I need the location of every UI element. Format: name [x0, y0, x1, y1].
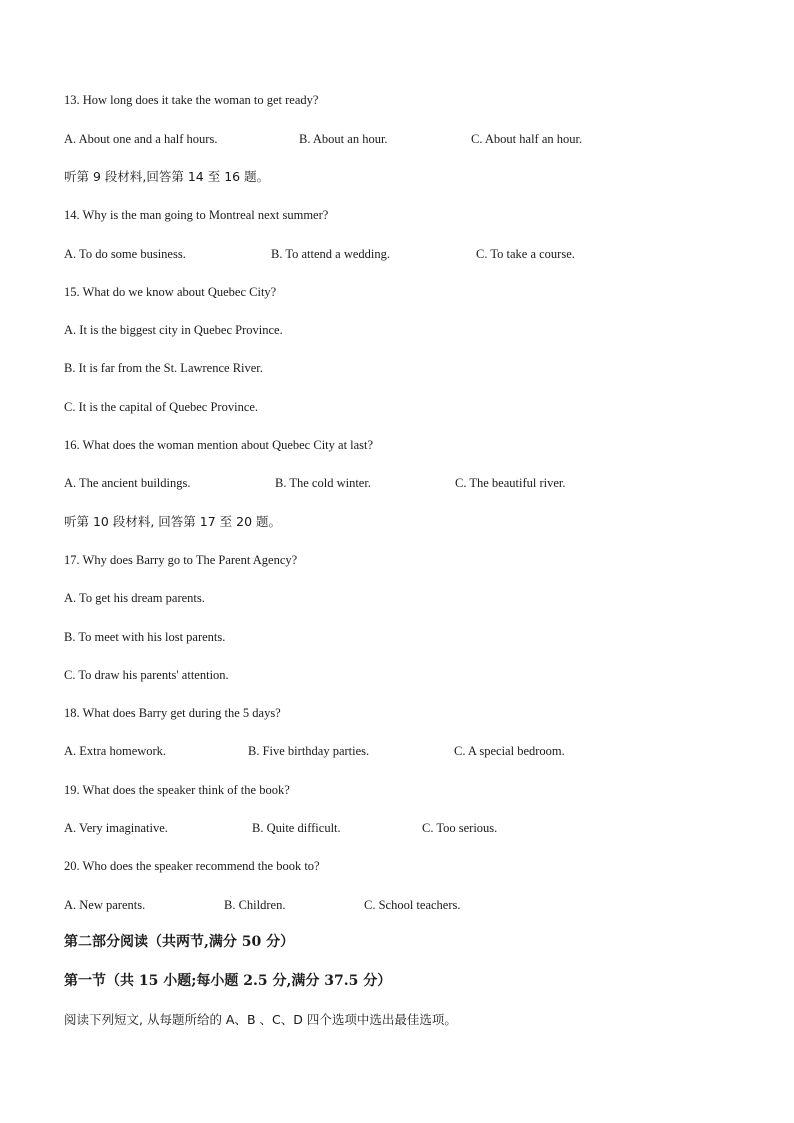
section-9-instruction: 听第 9 段材料,回答第 14 至 16 题。	[64, 169, 270, 184]
question-20-stem: 20. Who does the speaker recommend the book to?	[64, 859, 320, 873]
option-c: C. A special bedroom.	[454, 744, 565, 758]
question-15-option-b: B. It is far from the St. Lawrence River.	[64, 361, 263, 375]
option-a: A. The ancient buildings.	[64, 476, 191, 490]
option-c: C. About half an hour.	[471, 132, 583, 146]
question-14-stem: 14. Why is the man going to Montreal next summer?	[64, 208, 329, 222]
section-one-heading: 第一节（共 15 小题;每小题 2.5 分,满分 37.5 分）	[64, 973, 392, 989]
question-16-stem: 16. What does the woman mention about Quebec City at last?	[64, 438, 374, 452]
option-b: B. To attend a wedding.	[271, 247, 391, 261]
option-b: B. The cold winter.	[275, 476, 371, 490]
option-a: A. Very imaginative.	[64, 821, 168, 835]
question-17-option-a: A. To get his dream parents.	[64, 591, 205, 605]
question-13-stem: 13. How long does it take the woman to get ready?	[64, 93, 319, 107]
option-b: B. Quite difficult.	[252, 821, 341, 835]
option-c: C. Too serious.	[422, 821, 498, 835]
option-a: A. New parents.	[64, 898, 146, 912]
option-b: B. Five birthday parties.	[248, 744, 370, 758]
option-c: C. School teachers.	[364, 898, 461, 912]
option-a: A. To do some business.	[64, 247, 186, 261]
option-c: C. The beautiful river.	[455, 476, 566, 490]
question-18-stem: 18. What does Barry get during the 5 days?	[64, 706, 281, 720]
question-17-stem: 17. Why does Barry go to The Parent Agency?	[64, 553, 298, 567]
option-b: B. Children.	[224, 898, 286, 912]
question-17-option-b: B. To meet with his lost parents.	[64, 630, 226, 644]
option-b: B. About an hour.	[299, 132, 388, 146]
option-a: A. About one and a half hours.	[64, 132, 218, 146]
question-17-option-c: C. To draw his parents' attention.	[64, 668, 229, 682]
reading-instruction: 阅读下列短文, 从每题所给的 A、B 、C、D 四个选项中选出最佳选项。	[64, 1012, 457, 1027]
option-c: C. To take a course.	[476, 247, 575, 261]
option-a: A. Extra homework.	[64, 744, 167, 758]
question-15-stem: 15. What do we know about Quebec City?	[64, 285, 277, 299]
part-two-heading: 第二部分阅读（共两节,满分 50 分）	[64, 934, 295, 950]
question-15-option-a: A. It is the biggest city in Quebec Province.	[64, 323, 283, 337]
question-19-stem: 19. What does the speaker think of the book?	[64, 783, 290, 797]
section-10-instruction: 听第 10 段材料, 回答第 17 至 20 题。	[64, 514, 282, 529]
question-15-option-c: C. It is the capital of Quebec Province.	[64, 400, 259, 414]
